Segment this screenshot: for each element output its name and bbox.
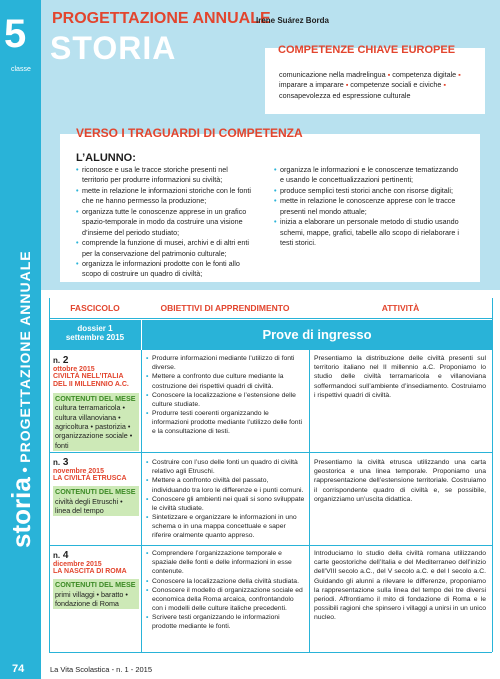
issue-number: n. 2 <box>53 355 69 366</box>
contenuti-label: CONTENUTI DEL MESE <box>55 580 136 590</box>
contenuti-box <box>53 579 139 609</box>
obiettivo-item: • Conoscere gli ambienti nei quali si sono sviluppate le civiltà studiate. <box>146 495 306 513</box>
separator-square: ▪ <box>441 80 446 90</box>
traguardo-item: • inizia a elaborare un personale metodo di studio usando schemi, mappe, grafici, tabelle allo scopo di rielaborare i testi storici. <box>274 217 464 248</box>
issue-title: LA CIVILTÀ ETRUSCA <box>53 475 127 482</box>
contenuti-text: primi villaggi • baratto • fondazione di Roma <box>55 589 128 609</box>
table-rule <box>141 350 142 652</box>
competenza-item: competenze sociali e civiche <box>350 80 442 90</box>
obiettivo-item: • Mettere a confronto civiltà del passato, individuando tra loro le differenze e i punti comuni. <box>146 476 306 494</box>
traguardi-col-2 <box>274 165 464 249</box>
issue-number: n. 4 <box>53 550 69 561</box>
table-rule <box>49 545 492 546</box>
obiettivo-item: • Produrre testi coerenti organizzando le informazioni prodotte mediante l’utilizzo delle fonti e la consultazione di testi. <box>146 409 306 437</box>
table-rule <box>49 652 492 653</box>
obiettivo-item: • Produrre informazioni mediante l’utilizzo di fonti diverse. <box>146 354 306 372</box>
prove-banner: Prove di ingresso <box>142 320 492 350</box>
issue-title: CIVILTÀ NELL’ITALIA DEL II MILLENNIO A.C. <box>53 373 129 389</box>
strip-separator: • <box>17 462 34 478</box>
separator-square: ▪ <box>456 70 461 79</box>
page-number: 74 <box>12 663 25 675</box>
dossier-cell <box>49 320 141 350</box>
table-rule <box>49 318 492 319</box>
fascicolo-cell-2 <box>53 355 139 451</box>
alunno-label: L’ALUNNO: <box>76 152 136 164</box>
column-header-fascicolo: FASCICOLO <box>70 303 120 313</box>
attivita-cell-2: Presentiamo la distribuzione delle civiltà presenti sul territorio italiano nel II millennio a.C. Proponiamo lo studio delle civiltà terramaricola e villanoviana soffermandoci sull’ambiente d’insediamento. Costruiamo i rispettivi quadri di civiltà. <box>314 355 486 399</box>
traguardo-item: • riconosce e usa le tracce storiche presenti nel territorio per produrre informazioni su civiltà; <box>76 165 254 186</box>
table-rule <box>309 350 310 652</box>
obiettivi-cell-3 <box>146 458 306 541</box>
obiettivi-cell-2 <box>146 354 306 437</box>
contenuti-label: CONTENUTI DEL MESE <box>55 393 136 403</box>
competenza-item: consapevolezza ed espressione culturale <box>279 90 411 100</box>
traguardo-item: • comprende la funzione di musei, archivi e di altri enti per la conservazione del patrimonio culturale; <box>76 238 254 259</box>
competenza-item: competenza digitale <box>392 70 457 79</box>
competenza-item: imparare a imparare <box>279 80 344 90</box>
competenze-title: COMPETENZE CHIAVE EUROPEE <box>278 44 456 56</box>
grade-number: 5 <box>4 12 27 56</box>
table-rule <box>49 452 492 453</box>
contenuti-label: CONTENUTI DEL MESE <box>55 487 136 497</box>
strip-label: PROGETTAZIONE ANNUALE <box>17 250 33 463</box>
traguardo-item: • mette in relazione le conoscenze apprese con le tracce presenti nel mondo attuale; <box>274 196 464 217</box>
issue-title: LA NASCITA DI ROMA <box>53 568 127 575</box>
traguardo-item: • organizza le informazioni e le conoscenze tematizzando e usando le concettualizzazioni pertinenti; <box>274 165 464 186</box>
competenze-list <box>279 70 479 101</box>
issue-number: n. 3 <box>53 457 69 468</box>
publication-info: La Vita Scolastica - n. 1 - 2015 <box>50 665 153 674</box>
table-rule <box>49 298 50 652</box>
traguardo-item: • organizza le informazioni prodotte con le fonti allo scopo di costruire un quadro di civiltà; <box>76 259 254 280</box>
grade-label: classe <box>11 66 31 73</box>
separator-square: ▪ <box>343 80 351 90</box>
separator-square: ▪ <box>385 70 393 79</box>
dossier-label: dossier 1 <box>77 324 113 333</box>
obiettivo-item: • Sintetizzare e organizzare le informazioni in uno schema o in una mappa concettuale e saper riferire oralmente quanto appreso. <box>146 513 306 541</box>
column-header-attivita: ATTIVITÀ <box>381 303 420 313</box>
contenuti-box <box>53 393 139 451</box>
issue-date: dicembre 2015 <box>53 561 102 568</box>
page-title: STORIA <box>50 30 177 66</box>
strip-subject: storia <box>6 477 36 548</box>
dossier-date: settembre 2015 <box>65 333 125 343</box>
table-rule <box>492 298 493 652</box>
side-strip <box>0 0 41 679</box>
obiettivo-item: • Conoscere la localizzazione e l’estensione delle culture studiate. <box>146 391 306 409</box>
obiettivo-item: • Costruire con l’uso delle fonti un quadro di civiltà relativo agli Etruschi. <box>146 458 306 476</box>
attivita-cell-3: Presentiamo la civiltà etrusca utilizzando una carta geostorica e una linea temporale. Proponiamo una rappresentazione dell’estensione territoriale. Costruiamo il corrispondente quadro di civiltà e, se possibile, organizziamo un’uscita didattica. <box>314 459 486 503</box>
traguardi-col-1 <box>76 165 254 280</box>
contenuti-text: civiltà degli Etruschi • linea del tempo <box>55 496 123 516</box>
column-header-obiettivi: OBIETTIVI DI APPRENDIMENTO <box>160 303 290 313</box>
attivita-cell-4: Introduciamo lo studio della civiltà romana utilizzando carte geostoriche dell’Italia e del Mediterraneo dell’inizio dell’VIII secolo a.C., del V secolo a.C. e del I secolo a.C. Guidando gli alunni a rilevare le differenze, proponiamo la rappresentazione sulla linea del tempo dei tre diversi periodi. Affrontiamo il mito di fondazione di Roma e le possibili ragioni che spinsero i villaggi a unirsi in un unico nucleo. <box>314 550 486 622</box>
obiettivo-item: • Conoscere la localizzazione della civiltà studiata. <box>146 577 306 586</box>
contenuti-text: cultura terramaricola • cultura villanoviana • agricoltura • pastorizia • organizzazione sociale • fonti <box>55 403 133 450</box>
obiettivi-cell-4 <box>146 549 306 632</box>
obiettivo-item: • Comprendere l’organizzazione temporale e spaziale delle fonti e delle informazioni in esse contenute. <box>146 549 306 577</box>
traguardo-item: • organizza tutte le conoscenze apprese in un grafico spazio-temporale in modo da costruire una visione d’insieme del periodo studiato; <box>76 207 254 238</box>
header-subtitle: PROGETTAZIONE ANNUALE <box>52 10 271 27</box>
competenza-item: comunicazione nella madrelingua <box>279 70 386 79</box>
obiettivo-item: • Scrivere testi organizzando le informazioni prodotte mediante le fonti. <box>146 613 306 631</box>
strip-vertical-text <box>4 28 38 548</box>
obiettivo-item: • Conoscere il modello di organizzazione sociale ed economica della Roma arcaica, confrontandolo con i modelli delle culture italiche precedenti. <box>146 586 306 614</box>
issue-date: novembre 2015 <box>53 468 104 475</box>
contenuti-box <box>53 486 139 516</box>
issue-date: ottobre 2015 <box>53 366 95 373</box>
obiettivo-item: • Mettere a confronto due culture mediante la costruzione dei rispettivi quadri di civiltà. <box>146 372 306 390</box>
fascicolo-cell-4 <box>53 550 139 609</box>
traguardi-title: VERSO I TRAGUARDI DI COMPETENZA <box>76 126 303 140</box>
fascicolo-cell-3 <box>53 457 139 516</box>
traguardo-item: • mette in relazione le informazioni storiche con le fonti che ne hanno permesso la produzione; <box>76 186 254 207</box>
traguardo-item: • produce semplici testi storici anche con risorse digitali; <box>274 186 464 196</box>
header-author: Irene Suárez Borda <box>256 16 329 25</box>
